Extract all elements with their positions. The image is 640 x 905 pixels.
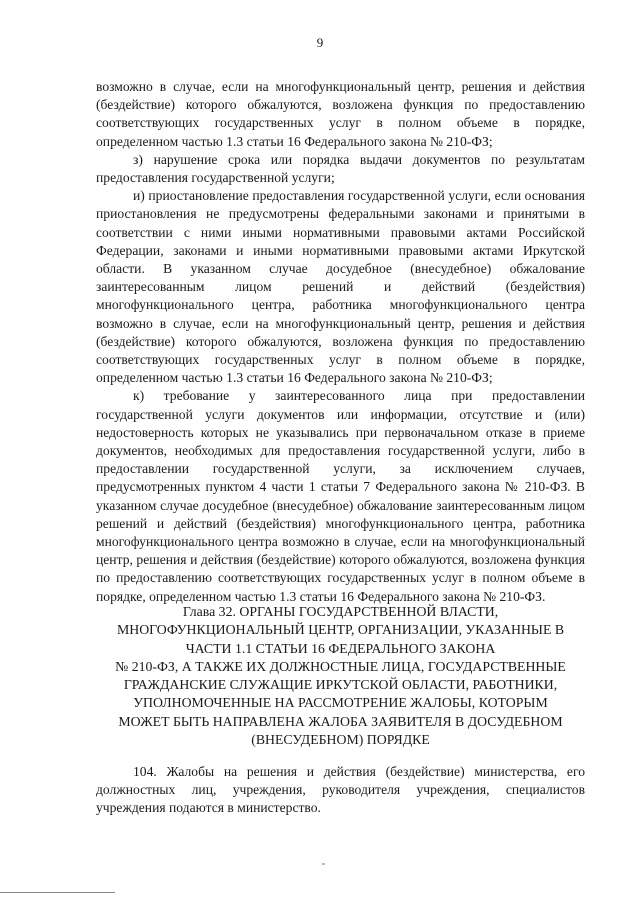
- chapter-heading-line: (ВНЕСУДЕБНОМ) ПОРЯДКЕ: [251, 732, 430, 748]
- chapter-heading-line: № 210-ФЗ, А ТАКЖЕ ИХ ДОЛЖНОСТНЫЕ ЛИЦА, ГОСУДАРСТВЕННЫЕ: [115, 658, 566, 674]
- scan-artifact-dot: [322, 863, 325, 865]
- chapter-heading-line: МОЖЕТ БЫТЬ НАПРАВЛЕНА ЖАЛОБА ЗАЯВИТЕЛЯ В ДОСУДЕБНОМ: [118, 713, 563, 729]
- item-i-paragraph: и) приостановление предоставления государственной услуги, если основания приостановления не предусмотрены федеральными законами и принятыми в соответствии с ними иными нормативными правовыми актами Российской Федерации, законами и иными нормативными правовыми актами Иркутской области. В указанном случае досудебное (внесудебное) обжалование заинтересованным лицом решений и действий (бездействия) многофункционального центра, работника многофункционального центра возможно в случае, если на многофункциональный центр, решения и действия (бездействие) которого обжалуются, возложена функция по предоставлению соответствующих государственных услуг в полном объеме в порядке, определенном частью 1.3 статьи 16 Федерального закона № 210-ФЗ;: [96, 188, 585, 386]
- section-continuation: [96, 78, 585, 606]
- paragraph-104: 104. Жалобы на решения и действия (бездействие) министерства, его должностных лиц, учреждения, руководителя учреждения, специалистов учреждения подаются в министерство.: [96, 764, 585, 816]
- chapter-heading-line: ЧАСТИ 1.1 СТАТЬИ 16 ФЕДЕРАЛЬНОГО ЗАКОНА: [185, 640, 496, 656]
- chapter-heading-line: Глава 32. ОРГАНЫ ГОСУДАРСТВЕННОЙ ВЛАСТИ,: [182, 604, 499, 619]
- continuation-paragraph: возможно в случае, если на многофункциональный центр, решения и действия (бездействие) которого обжалуются, возложена функция по предоставлению соответствующих государственных услуг в полном объеме в порядке, определенном частью 1.3 статьи 16 Федерального закона № 210-ФЗ;: [96, 79, 585, 149]
- chapter-heading-line: МНОГОФУНКЦИОНАЛЬНЫЙ ЦЕНТР, ОРГАНИЗАЦИИ, УКАЗАННЫЕ В: [116, 622, 565, 638]
- section-104: [96, 763, 585, 818]
- page-number: 9: [316, 35, 324, 50]
- chapter-heading: [96, 603, 585, 749]
- chapter-heading-line: УПОЛНОМОЧЕННЫЕ НА РАССМОТРЕНИЕ ЖАЛОБЫ, КОТОРЫМ: [133, 695, 548, 711]
- item-k-paragraph: к) требование у заинтересованного лица при предоставлении государственной услуги документов или информации, отсутствие и (или) недостоверность которых не указывались при первоначальном отказе в приеме документов, необходимых для предоставления государственной услуги, либо в предоставлении государственной услуги, за исключением случаев, предусмотренных пунктом 4 части 1 статьи 7 Федерального закона № 210-ФЗ. В указанном случае досудебное (внесудебное) обжалование заинтересованным лицом решений и действий (бездействия) многофункционального центра, работника многофункционального центра возможно в случае, если на многофункциональный центр, решения и действия (бездействие) которого обжалуются, возложена функция по предоставлению соответствующих государственных услуг в полном объеме в порядке, определенном частью 1.3 статьи 16 Федерального закона № 210-ФЗ.: [96, 388, 585, 604]
- item-z-paragraph: з) нарушение срока или порядка выдачи документов по результатам предоставления государственной услуги;: [96, 151, 585, 186]
- footer-rule: [0, 892, 115, 893]
- chapter-heading-line: ГРАЖДАНСКИЕ СЛУЖАЩИЕ ИРКУТСКОЙ ОБЛАСТИ, РАБОТНИКИ,: [123, 677, 558, 693]
